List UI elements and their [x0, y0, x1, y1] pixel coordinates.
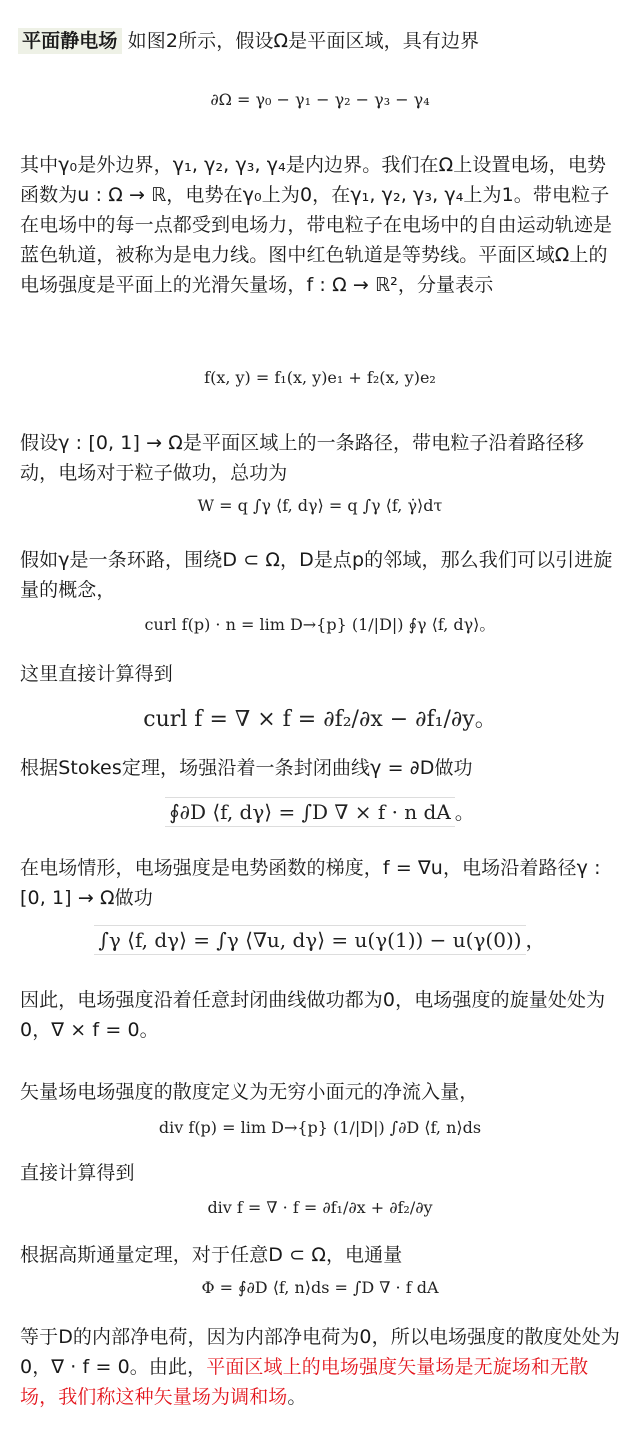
paragraph-direct-calc: 这里直接计算得到 — [20, 663, 173, 685]
field-components-equation: f(x, y) = f₁(x, y)e₁ + f₂(x, y)e₂ — [204, 368, 436, 387]
stokes-equation — [0, 796, 640, 827]
paragraph-conclusion — [20, 1322, 620, 1412]
intro-text: 如图2所示，假设Ω是平面区域，具有边界 — [127, 30, 480, 52]
curl-definition-equation — [0, 612, 640, 635]
curl-definition-tail: 。 — [479, 615, 496, 634]
curl-formula-equation — [0, 702, 640, 733]
paragraph-potential: 其中γ₀是外边界，γ₁, γ₂, γ₃, γ₄是内边界。我们在Ω上设置电场，电势函数为u : Ω → ℝ，电势在γ₀上为0，在γ₁, γ₂, γ₃, γ₄上为1。带电粒子在电场中的每一点都受到电场力，带电粒子在电场中的自由运动轨迹是蓝色轨道，被称为是电力线。图中红色轨道是等势线。平面区域Ω上的电场强度是平面上的光滑矢量场，f : Ω → ℝ²，分量表示 — [20, 154, 613, 296]
divergence-definition-equation: div f(p) = lim D→{p} (1/|D|) ∫∂D ⟨f, n⟩ds — [158, 1118, 482, 1137]
divergence-formula-equation: div f = ∇ · f = ∂f₁/∂x + ∂f₂/∂y — [207, 1198, 433, 1217]
curl-definition-text: curl f(p) · n = lim D→{p} (1/|D|) ∮γ ⟨f, dγ⟩ — [144, 615, 480, 634]
gradient-work-tail: ， — [525, 928, 546, 952]
paragraph-stokes: 根据Stokes定理，场强沿着一条封闭曲线γ = ∂D做功 — [20, 757, 473, 779]
intro-paragraph — [20, 26, 620, 56]
paragraph-curl-zero: 因此，电场强度沿着任意封闭曲线做功都为0，电场强度的旋量处处为0，∇ × f = 0。 — [20, 989, 606, 1041]
stokes-tail: 。 — [454, 800, 475, 824]
gauss-flux-equation: Φ = ∮∂D ⟨f, n⟩ds = ∫D ∇ · f dA — [201, 1278, 439, 1297]
paragraph-direct-calc-2: 直接计算得到 — [20, 1162, 135, 1184]
gradient-work-equation — [0, 924, 640, 955]
boundary-equation: ∂Ω = γ₀ − γ₁ − γ₂ − γ₃ − γ₄ — [210, 90, 430, 109]
paragraph-gradient: 在电场情形，电场强度是电势函数的梯度，f = ∇u，电场沿着路径γ : [0, 1] → Ω做功 — [20, 857, 601, 909]
gradient-work-text: ∫γ ⟨f, dγ⟩ = ∫γ ⟨∇u, dγ⟩ = u(γ(1)) − u(γ(0)) — [94, 925, 525, 955]
curl-formula-text: curl f = ∇ × f = ∂f₂/∂x − ∂f₁/∂y — [143, 707, 475, 732]
paragraph-divergence-intro: 矢量场电场强度的散度定义为无穷小面元的净流入量， — [20, 1081, 479, 1103]
paragraph-gauss: 根据高斯通量定理，对于任意D ⊂ Ω，电通量 — [20, 1244, 403, 1266]
section-term: 平面静电场 — [18, 28, 122, 54]
conclusion-text: 等于D的内部净电荷，因为内部净电荷为0，所以电场强度的散度处处为0，∇ · f = 0。由此， — [20, 1326, 620, 1378]
conclusion-end: 。 — [287, 1386, 307, 1408]
stokes-text: ∮∂D ⟨f, dγ⟩ = ∫D ∇ × f · n dA — [165, 797, 455, 827]
work-equation: W = q ∫γ ⟨f, dγ⟩ = q ∫γ ⟨f, γ̇⟩dτ — [197, 496, 443, 515]
paragraph-work: 假设γ : [0, 1] → Ω是平面区域上的一条路径，带电粒子沿着路径移动，电场对于粒子做功，总功为 — [20, 432, 585, 484]
harmonic-field-emphasis: 平面区域上的电场强度矢量场是无旋场和无散场，我们称这种矢量场为调和场 — [20, 1356, 589, 1408]
paragraph-curl-intro: 假如γ是一条环路，围绕D ⊂ Ω，D是点p的邻域，那么我们可以引进旋量的概念， — [20, 549, 613, 601]
curl-formula-tail: 。 — [474, 707, 497, 732]
